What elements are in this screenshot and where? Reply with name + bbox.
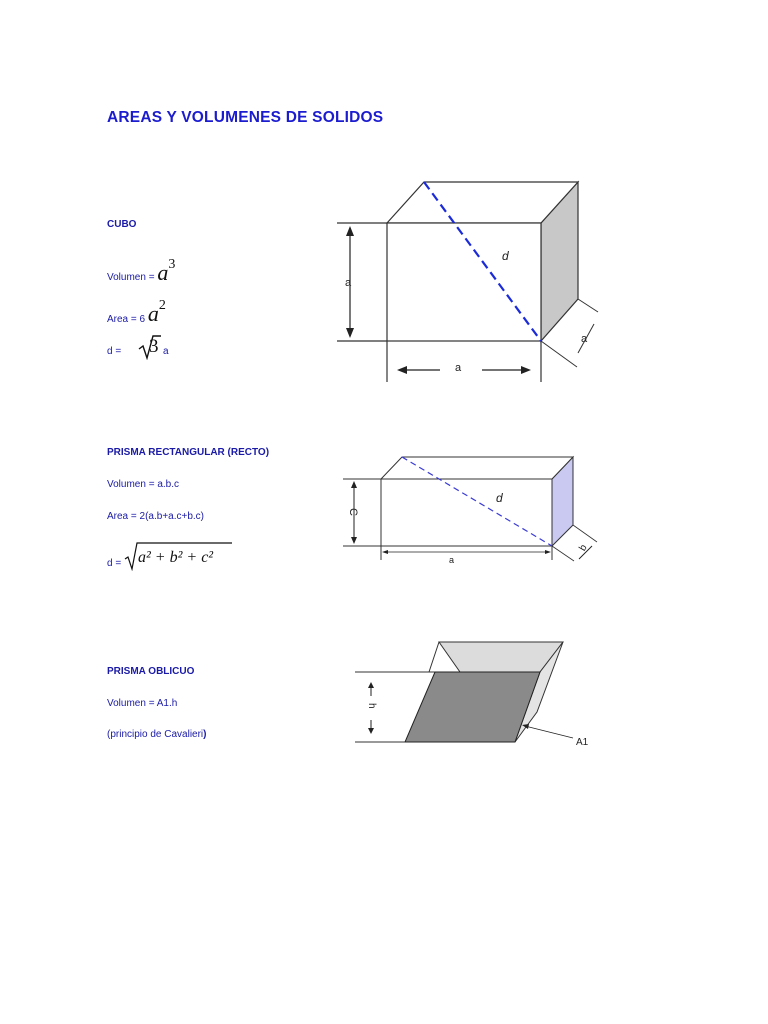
prisma-rect-volumen: Volumen = a.b.c (107, 479, 179, 490)
prisma-obl-volumen: Volumen = A1.h (107, 698, 178, 709)
prisma-rect-width-label: a (449, 555, 455, 565)
prisma-rect-d-radicand: a² + b² + c² (138, 549, 214, 566)
cubo-d-suffix: a (163, 346, 169, 357)
prisma-rect-depth-label: b (577, 542, 590, 554)
cubo-area-prefix: Area = 6 (107, 314, 146, 325)
cubo-diagonal-label: d (502, 249, 509, 263)
prisma-rect-area: Area = 2(a.b+a.c+b.c) (107, 511, 205, 522)
cubo-width-label: a (455, 362, 462, 374)
prisma-obl-principio (107, 729, 207, 740)
prisma-obl-height-label: h (366, 703, 377, 709)
cubo-depth-label: a (581, 333, 588, 345)
cubo-area-exp: 2 (158, 298, 166, 313)
prisma-rect-top-face (381, 457, 573, 479)
prisma-obl-principio-text: (principio de Cavalieri (107, 729, 204, 740)
cubo-d-formula (107, 334, 227, 364)
cubo-volumen-formula (107, 250, 176, 285)
prisma-rect-height-label: C (347, 508, 359, 516)
cubo-area-formula (107, 291, 166, 326)
cubo-figure (330, 170, 610, 390)
prisma-rect-front-face (381, 479, 552, 546)
prisma-obl-base-label: A1 (576, 737, 589, 748)
page-title: AREAS Y VOLUMENES DE SOLIDOS (107, 109, 384, 126)
cubo-d-radicand: 3 (149, 336, 159, 357)
cubo-volumen-exp: 3 (168, 257, 176, 272)
prisma-obl-principio-close: ) (203, 729, 207, 740)
prisma-obl-figure (345, 630, 605, 760)
cubo-height-label: a (345, 277, 352, 289)
cubo-heading: CUBO (107, 219, 137, 230)
prisma-rect-heading: PRISMA RECTANGULAR (RECTO) (107, 447, 270, 458)
cubo-volumen-var: a (157, 260, 169, 285)
prisma-rect-figure (335, 450, 615, 575)
cubo-volumen-prefix: Volumen = (107, 272, 155, 283)
cubo-d-prefix: d = (107, 346, 122, 357)
prisma-rect-d-prefix: d = (107, 558, 122, 569)
prisma-rect-d-formula (107, 541, 247, 571)
prisma-rect-diagonal-label: d (496, 491, 503, 505)
cubo-area-var: a (147, 301, 159, 326)
prisma-obl-heading: PRISMA OBLICUO (107, 666, 195, 677)
cubo-front-face (387, 223, 541, 341)
